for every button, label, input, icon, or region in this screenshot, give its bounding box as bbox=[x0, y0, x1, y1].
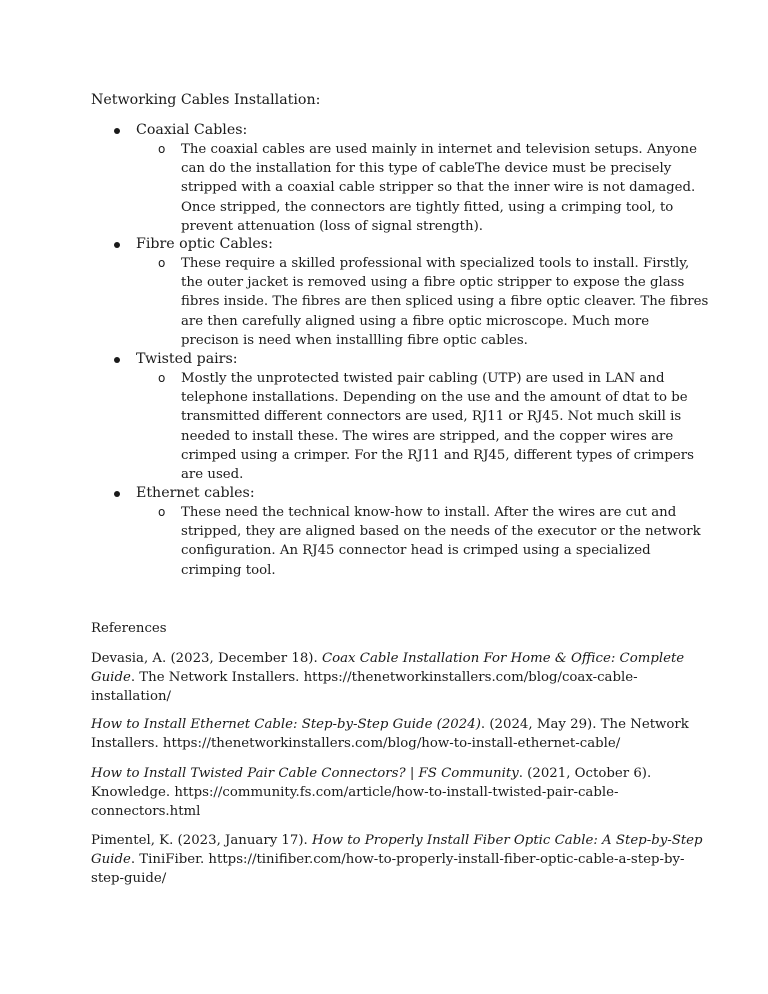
reference-title-italic: How to Install Twisted Pair Cable Connectors? | FS Community bbox=[91, 766, 519, 781]
reference-title-italic: Guide bbox=[91, 852, 131, 868]
bullet-icon bbox=[114, 357, 120, 363]
reference-line: Knowledge. https://community.fs.com/article/how-to-install-twisted-pair-cable- bbox=[91, 785, 619, 801]
section-title-text: Twisted pairs: bbox=[136, 351, 238, 367]
reference-line bbox=[91, 668, 691, 687]
sub-item bbox=[91, 140, 697, 236]
paragraph-line: are used. bbox=[181, 467, 244, 483]
document-heading: Networking Cables Installation: bbox=[91, 92, 321, 108]
hollow-bullet-icon: o bbox=[158, 142, 166, 156]
section-title-text: Coaxial Cables: bbox=[136, 122, 248, 138]
section-ethernet bbox=[91, 484, 701, 580]
reference-title-italic: How to Install Ethernet Cable: Step-by-Step Guide (2024) bbox=[91, 717, 481, 732]
reference-line: Installers. https://thenetworkinstallers.com/blog/how-to-install-ethernet-cable/ bbox=[91, 736, 621, 752]
reference-title-italic: How to Properly Install Fiber Optic Cable: A Step-by-Step bbox=[312, 833, 703, 848]
paragraph-line: precison is need when installling fibre optic cables. bbox=[181, 332, 528, 348]
paragraph-line: Once stripped, the connectors are tightly fitted, using a crimping tool, to bbox=[181, 199, 674, 215]
paragraph-line: the outer jacket is removed using a fibre optic stripper to expose the glass bbox=[181, 275, 685, 291]
paragraph-line: needed to install these. The wires are stripped, and the copper wires are bbox=[181, 428, 674, 444]
reference-line: connectors.html bbox=[91, 804, 201, 820]
section-title-text: Ethernet cables: bbox=[136, 485, 255, 501]
bullet-icon bbox=[114, 128, 120, 134]
reference-line: installation/ bbox=[91, 689, 171, 705]
paragraph-line: stripped with a coaxial cable stripper so that the inner wire is not damaged. bbox=[181, 180, 696, 196]
hollow-bullet-icon: o bbox=[158, 505, 166, 519]
paragraph-line: configuration. An RJ45 connector head is crimped using a specialized bbox=[181, 543, 651, 559]
paragraph-line: fibres inside. The fibres are then spliced using a fibre optic cleaver. The fibres bbox=[181, 294, 709, 310]
section-twisted-pairs bbox=[91, 350, 694, 484]
reference-line bbox=[91, 764, 691, 783]
section-title bbox=[91, 235, 691, 254]
paragraph-line: crimped using a crimper. For the RJ11 and RJ45, different types of crimpers bbox=[181, 447, 694, 463]
paragraph-line: are then carefully aligned using a fibre optic microscope. Much more bbox=[181, 313, 650, 329]
paragraph-line: prevent attenuation (loss of signal strength). bbox=[181, 218, 484, 234]
reference-entry bbox=[91, 831, 703, 889]
reference-text: . (2024, May 29). The Network bbox=[480, 717, 689, 732]
hollow-bullet-icon: o bbox=[158, 371, 166, 385]
section-title-text: Fibre optic Cables: bbox=[136, 236, 273, 252]
reference-line bbox=[91, 649, 691, 668]
sub-item bbox=[91, 369, 694, 484]
reference-text: Devasia, A. (2023, December 18). bbox=[91, 651, 322, 666]
reference-entry bbox=[91, 764, 691, 822]
section-title bbox=[91, 121, 691, 140]
reference-line bbox=[91, 715, 691, 734]
paragraph-line: stripped, they are aligned based on the needs of the executor or the network bbox=[181, 524, 701, 540]
paragraph-line: can do the installation for this type of cableThe device must be precisely bbox=[181, 161, 672, 177]
references-title: References bbox=[91, 621, 167, 636]
reference-text: Pimentel, K. (2023, January 17). bbox=[91, 833, 312, 848]
paragraph-line: transmitted different connectors are used, RJ11 or RJ45. Not much skill is bbox=[181, 409, 682, 425]
bullet-icon bbox=[114, 491, 120, 497]
reference-entry bbox=[91, 649, 691, 707]
reference-entry bbox=[91, 715, 691, 753]
reference-title-italic: Coax Cable Installation For Home & Office: Complete bbox=[321, 651, 685, 666]
section-coaxial bbox=[91, 121, 697, 236]
section-title bbox=[91, 484, 691, 503]
bullet-icon bbox=[114, 242, 120, 248]
hollow-bullet-icon: o bbox=[158, 256, 166, 270]
reference-line bbox=[91, 831, 703, 850]
reference-line: step-guide/ bbox=[91, 871, 167, 887]
sub-item bbox=[91, 254, 709, 350]
sub-item bbox=[91, 503, 701, 580]
section-title bbox=[91, 350, 691, 369]
paragraph-line: telephone installations. Depending on the use and the amount of dtat to be bbox=[181, 390, 688, 406]
paragraph-line: These need the technical know-how to install. After the wires are cut and bbox=[181, 505, 677, 520]
section-fibre-optic bbox=[91, 235, 709, 350]
paragraph-line: Mostly the unprotected twisted pair cabling (UTP) are used in LAN and bbox=[181, 371, 665, 386]
paragraph-line: These require a skilled professional with specialized tools to install. Firstly, bbox=[181, 256, 690, 271]
paragraph-line: The coaxial cables are used mainly in internet and television setups. Anyone bbox=[181, 142, 697, 157]
reference-title-italic: Guide bbox=[91, 670, 131, 686]
reference-line bbox=[91, 850, 691, 869]
paragraph-line: crimping tool. bbox=[181, 562, 276, 578]
reference-text: . TiniFiber. https://tinifiber.com/how-to-properly-install-fiber-optic-cable-a-step-by- bbox=[130, 852, 685, 868]
reference-text: . (2021, October 6). bbox=[518, 766, 652, 781]
reference-text: . The Network Installers. https://thenetworkinstallers.com/blog/coax-cable- bbox=[130, 670, 638, 686]
